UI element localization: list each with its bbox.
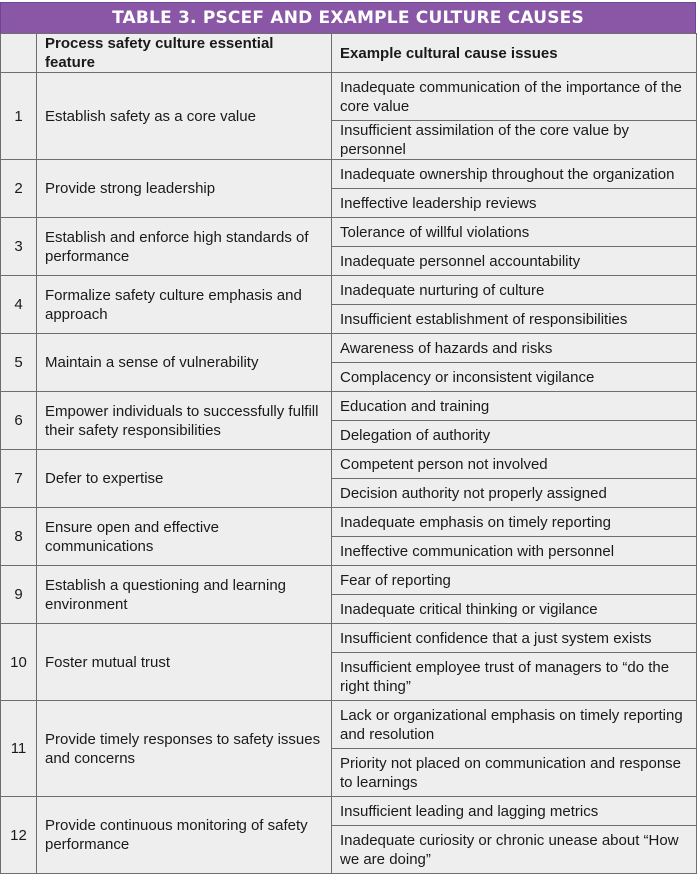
row-cause: Insufficient assimilation of the core value by personnel <box>332 121 697 160</box>
table-row <box>1 218 697 247</box>
table-row <box>1 392 697 421</box>
row-number: 4 <box>1 276 37 334</box>
row-cause: Inadequate emphasis on timely reporting <box>332 508 697 537</box>
row-cause: Tolerance of willful violations <box>332 218 697 247</box>
row-number: 11 <box>1 701 37 797</box>
row-cause: Insufficient confidence that a just system exists <box>332 624 697 653</box>
table-container <box>0 2 696 874</box>
row-feature: Empower individuals to successfully fulfill their safety responsibilities <box>37 392 332 450</box>
table-row <box>1 701 697 749</box>
row-number: 12 <box>1 797 37 874</box>
row-cause: Ineffective leadership reviews <box>332 189 697 218</box>
table-row <box>1 797 697 826</box>
row-number: 7 <box>1 450 37 508</box>
row-cause: Complacency or inconsistent vigilance <box>332 363 697 392</box>
row-number: 9 <box>1 566 37 624</box>
row-number: 8 <box>1 508 37 566</box>
row-cause: Insufficient establishment of responsibilities <box>332 305 697 334</box>
header-number <box>1 34 37 73</box>
row-cause: Priority not placed on communication and response to learnings <box>332 749 697 797</box>
row-cause: Education and training <box>332 392 697 421</box>
table-title: TABLE 3. PSCEF AND EXAMPLE CULTURE CAUSES <box>0 2 696 33</box>
row-feature: Foster mutual trust <box>37 624 332 701</box>
table-body <box>1 73 697 874</box>
row-feature: Defer to expertise <box>37 450 332 508</box>
row-cause: Fear of reporting <box>332 566 697 595</box>
row-cause: Ineffective communication with personnel <box>332 537 697 566</box>
row-cause: Inadequate curiosity or chronic unease about “How we are doing” <box>332 826 697 874</box>
header-causes: Example cultural cause issues <box>332 34 697 73</box>
table-row <box>1 624 697 653</box>
row-cause: Lack or organizational emphasis on timely reporting and resolution <box>332 701 697 749</box>
row-cause: Inadequate communication of the importance of the core value <box>332 73 697 121</box>
table-row <box>1 160 697 189</box>
row-feature: Establish a questioning and learning environment <box>37 566 332 624</box>
row-feature: Ensure open and effective communications <box>37 508 332 566</box>
row-feature: Establish safety as a core value <box>37 73 332 160</box>
row-cause: Decision authority not properly assigned <box>332 479 697 508</box>
row-number: 3 <box>1 218 37 276</box>
row-cause: Insufficient leading and lagging metrics <box>332 797 697 826</box>
table-row <box>1 276 697 305</box>
row-cause: Inadequate ownership throughout the organization <box>332 160 697 189</box>
row-number: 10 <box>1 624 37 701</box>
culture-causes-table <box>0 33 697 874</box>
row-number: 2 <box>1 160 37 218</box>
row-feature: Maintain a sense of vulnerability <box>37 334 332 392</box>
row-cause: Inadequate personnel accountability <box>332 247 697 276</box>
table-row <box>1 450 697 479</box>
row-feature: Provide timely responses to safety issues and concerns <box>37 701 332 797</box>
table-row <box>1 566 697 595</box>
row-number: 6 <box>1 392 37 450</box>
row-cause: Inadequate critical thinking or vigilance <box>332 595 697 624</box>
row-number: 1 <box>1 73 37 160</box>
header-row <box>1 34 697 73</box>
row-feature: Provide strong leadership <box>37 160 332 218</box>
row-cause: Inadequate nurturing of culture <box>332 276 697 305</box>
table-row <box>1 508 697 537</box>
table-row <box>1 73 697 121</box>
row-cause: Awareness of hazards and risks <box>332 334 697 363</box>
row-cause: Competent person not involved <box>332 450 697 479</box>
row-feature: Establish and enforce high standards of performance <box>37 218 332 276</box>
row-cause: Delegation of authority <box>332 421 697 450</box>
row-feature: Formalize safety culture emphasis and approach <box>37 276 332 334</box>
table-row <box>1 334 697 363</box>
row-cause: Insufficient employee trust of managers to “do the right thing” <box>332 653 697 701</box>
header-feature: Process safety culture essential feature <box>37 34 332 73</box>
row-number: 5 <box>1 334 37 392</box>
row-feature: Provide continuous monitoring of safety performance <box>37 797 332 874</box>
